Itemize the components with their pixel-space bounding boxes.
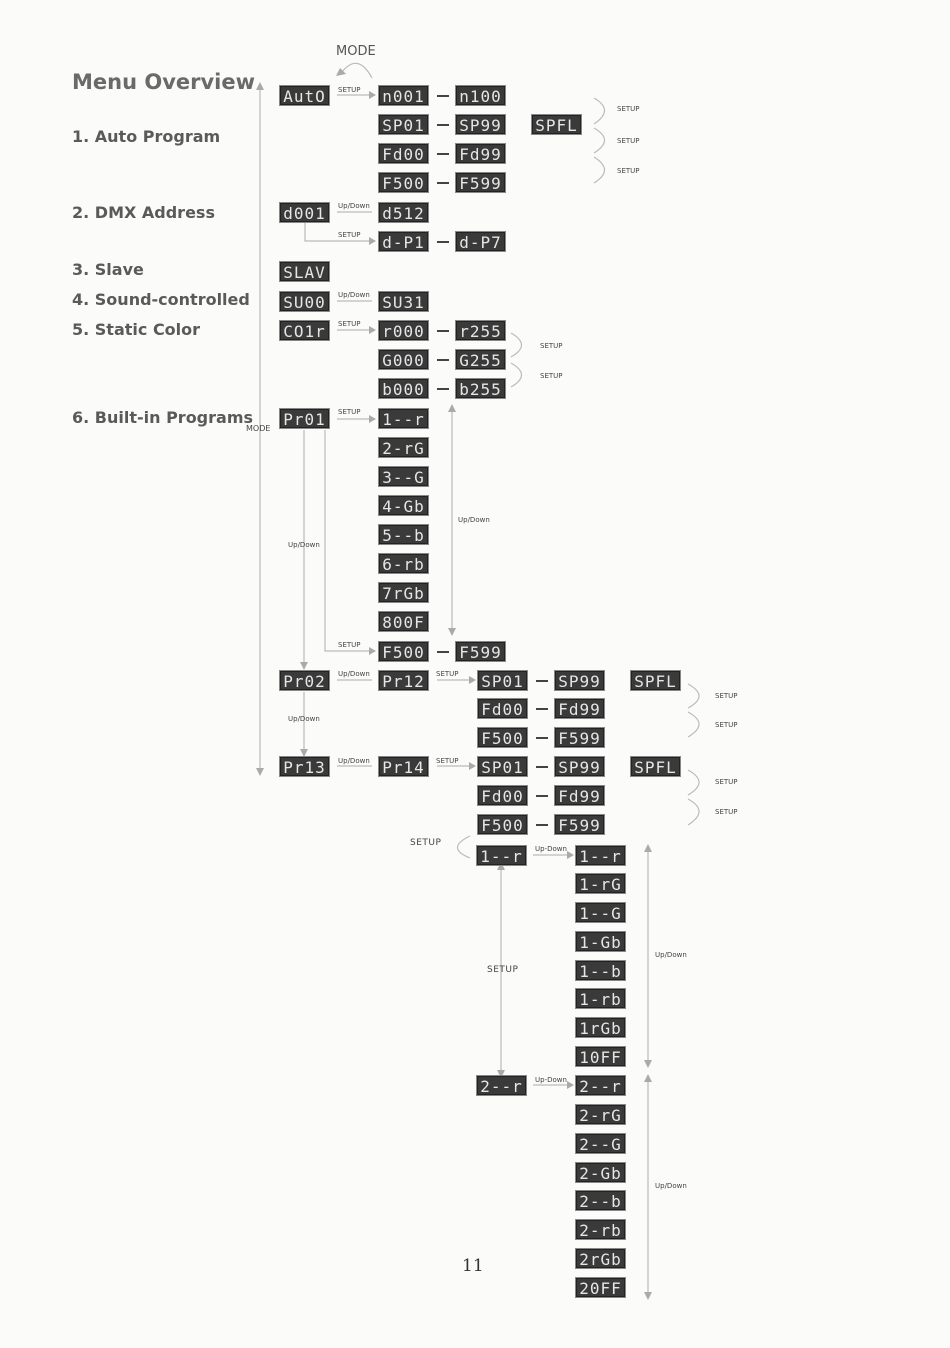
section-built-in-programs: 6. Built-in Programs	[72, 408, 254, 427]
setup-label: SETUP	[338, 231, 361, 239]
display-bi5: 5--b	[378, 524, 429, 545]
setup-label: SETUP	[338, 86, 361, 94]
display-sp99: SP99	[554, 756, 605, 777]
display-fd99: Fd99	[554, 698, 605, 719]
display-c2: 2-rG	[575, 1104, 626, 1125]
display-b3: 1--G	[575, 902, 626, 923]
display-b8: 10FF	[575, 1046, 626, 1067]
range-dash	[536, 824, 548, 826]
display-c4: 2-Gb	[575, 1162, 626, 1183]
display-b2: 1-rG	[575, 873, 626, 894]
range-dash	[437, 153, 449, 155]
display-g000: G000	[378, 349, 429, 370]
section-auto-program: 1. Auto Program	[72, 127, 221, 146]
setup-label: SETUP	[410, 838, 442, 848]
display-f599: F599	[455, 172, 506, 193]
display-b5: 1--b	[575, 960, 626, 981]
setup-label: SETUP	[617, 137, 640, 145]
display-g255: G255	[455, 349, 506, 370]
display-bi7: 7rGb	[378, 582, 429, 603]
setup-label: SETUP	[715, 778, 738, 786]
display-pr12: Pr12	[378, 670, 429, 691]
display-d512: d512	[378, 202, 429, 223]
section-slave: 3. Slave	[72, 260, 144, 279]
range-dash	[437, 651, 449, 653]
range-dash	[536, 795, 548, 797]
display-c1: 2--r	[575, 1075, 626, 1096]
display-fd00: Fd00	[477, 785, 528, 806]
display-bi8: 800F	[378, 611, 429, 632]
section-sound-controlled: 4. Sound-controlled	[72, 290, 250, 309]
display-r000: r000	[378, 320, 429, 341]
display-f599: F599	[554, 727, 605, 748]
display-d001: d001	[279, 202, 330, 223]
display-fd99: Fd99	[554, 785, 605, 806]
display-b255: b255	[455, 378, 506, 399]
updown-label: Up/Down	[338, 291, 370, 299]
setup-label: SETUP	[617, 105, 640, 113]
updown-label: Up/Down	[288, 541, 320, 549]
range-dash	[536, 737, 548, 739]
display-f500: F500	[477, 814, 528, 835]
setup-label: SETUP	[338, 641, 361, 649]
setup-label: SETUP	[617, 167, 640, 175]
display-c5: 2--b	[575, 1190, 626, 1211]
display-b7: 1rGb	[575, 1017, 626, 1038]
setup-label: SETUP	[338, 408, 361, 416]
display-bi6: 6-rb	[378, 553, 429, 574]
display-f500: F500	[378, 641, 429, 662]
updown-label: Up/Down	[338, 757, 370, 765]
display-dp7: d-P7	[455, 231, 506, 252]
display-f599: F599	[554, 814, 605, 835]
setup-label: SETUP	[338, 320, 361, 328]
page-number: 11	[462, 1256, 484, 1276]
range-dash	[437, 124, 449, 126]
display-f500: F500	[378, 172, 429, 193]
updown-label: Up/Down	[338, 670, 370, 678]
range-dash	[437, 241, 449, 243]
range-dash	[536, 708, 548, 710]
updown-label: Up/Down	[655, 951, 687, 959]
setup-label: SETUP	[487, 965, 519, 975]
display-dp1: d-P1	[378, 231, 429, 252]
display-b000: b000	[378, 378, 429, 399]
range-dash	[437, 330, 449, 332]
display-a2: 2--r	[476, 1075, 527, 1096]
display-slav: SLAV	[279, 261, 330, 282]
updown-label: Up/Down	[288, 715, 320, 723]
display-r255: r255	[455, 320, 506, 341]
range-dash	[437, 95, 449, 97]
display-sp99: SP99	[455, 114, 506, 135]
range-dash	[536, 680, 548, 682]
display-pr14: Pr14	[378, 756, 429, 777]
display-bi2: 2-rG	[378, 437, 429, 458]
display-fd00: Fd00	[477, 698, 528, 719]
display-spfl: SPFL	[630, 670, 681, 691]
mode-label: MODE	[336, 44, 376, 59]
display-auto: AutO	[279, 85, 330, 106]
display-pr01: Pr01	[279, 408, 330, 429]
updown-label: Up-Down	[535, 845, 567, 853]
display-c7: 2rGb	[575, 1248, 626, 1269]
range-dash	[437, 182, 449, 184]
display-spfl: SPFL	[630, 756, 681, 777]
display-n100: n100	[455, 85, 506, 106]
setup-label: SETUP	[436, 670, 459, 678]
range-dash	[536, 766, 548, 768]
setup-label: SETUP	[436, 757, 459, 765]
updown-label: Up/Down	[338, 202, 370, 210]
updown-label: Up/Down	[655, 1182, 687, 1190]
display-bi4: 4-Gb	[378, 495, 429, 516]
display-sp99: SP99	[554, 670, 605, 691]
display-f500: F500	[477, 727, 528, 748]
display-co1r: CO1r	[279, 320, 330, 341]
setup-label: SETUP	[540, 342, 563, 350]
mode-side-label: MODE	[246, 424, 271, 433]
display-a1: 1--r	[476, 845, 527, 866]
setup-label: SETUP	[715, 808, 738, 816]
display-fd99: Fd99	[455, 143, 506, 164]
range-dash	[437, 359, 449, 361]
display-c3: 2--G	[575, 1133, 626, 1154]
display-n001: n001	[378, 85, 429, 106]
setup-label: SETUP	[540, 372, 563, 380]
display-b1: 1--r	[575, 845, 626, 866]
display-fd00: Fd00	[378, 143, 429, 164]
setup-label: SETUP	[715, 692, 738, 700]
range-dash	[437, 388, 449, 390]
display-su31: SU31	[378, 291, 429, 312]
display-sp01: SP01	[477, 756, 528, 777]
display-spfl: SPFL	[531, 114, 582, 135]
section-dmx-address: 2. DMX Address	[72, 203, 215, 222]
display-pr02: Pr02	[279, 670, 330, 691]
display-sp01: SP01	[378, 114, 429, 135]
display-pr13: Pr13	[279, 756, 330, 777]
display-bi3: 3--G	[378, 466, 429, 487]
page-title: Menu Overview	[72, 70, 256, 94]
updown-label: Up-Down	[535, 1076, 567, 1084]
display-sp01: SP01	[477, 670, 528, 691]
display-b4: 1-Gb	[575, 931, 626, 952]
display-c8: 20FF	[575, 1277, 626, 1298]
display-b6: 1-rb	[575, 988, 626, 1009]
display-c6: 2-rb	[575, 1219, 626, 1240]
updown-label: Up/Down	[458, 516, 490, 524]
display-f599: F599	[455, 641, 506, 662]
display-bi1: 1--r	[378, 408, 429, 429]
display-su00: SU00	[279, 291, 330, 312]
section-static-color: 5. Static Color	[72, 320, 201, 339]
setup-label: SETUP	[715, 721, 738, 729]
